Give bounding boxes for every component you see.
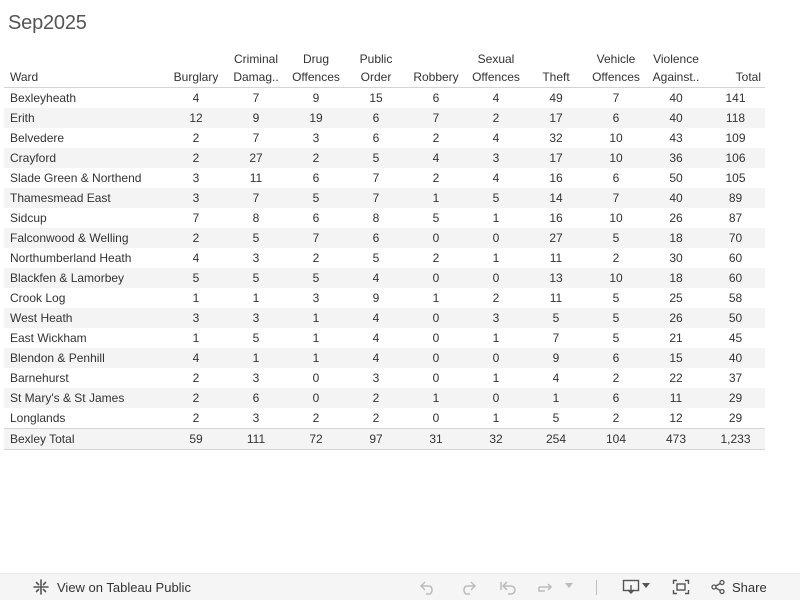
table-body bbox=[4, 88, 765, 450]
value-cell-burglary[interactable]: 1 bbox=[192, 331, 200, 345]
ward-cell[interactable]: East Wickham bbox=[10, 331, 87, 345]
table-row bbox=[4, 368, 765, 388]
value-cell-sexual-offences[interactable]: 4 bbox=[492, 171, 500, 185]
column-header-line: Offences bbox=[592, 70, 640, 84]
ward-cell[interactable]: Northumberland Heath bbox=[10, 251, 132, 265]
column-header-vehicle-offences[interactable] bbox=[586, 50, 646, 88]
toolbar-divider bbox=[596, 580, 597, 595]
value-cell-total[interactable]: 109 bbox=[725, 131, 746, 145]
share-button[interactable] bbox=[710, 579, 767, 595]
view-on-tableau-label: View on Tableau Public bbox=[57, 579, 191, 595]
value-cell-public-order[interactable]: 6 bbox=[346, 108, 406, 128]
value-cell-criminal-damage[interactable]: 3 bbox=[226, 308, 286, 328]
value-cell-robbery[interactable]: 0 bbox=[432, 331, 440, 345]
value-cell-public-order[interactable]: 2 bbox=[372, 411, 380, 425]
column-header-line: Offences bbox=[292, 70, 340, 84]
value-cell-total[interactable]: 141 bbox=[725, 91, 746, 105]
table-row bbox=[4, 328, 765, 348]
value-cell-public-order[interactable]: 2 bbox=[346, 388, 406, 408]
value-cell-vehicle-offences[interactable]: 6 bbox=[612, 171, 620, 185]
value-cell-theft[interactable]: 17 bbox=[526, 108, 586, 128]
value-cell-vehicle-offences[interactable]: 2 bbox=[612, 371, 620, 385]
value-cell-burglary[interactable]: 2 bbox=[166, 388, 226, 408]
column-header-line bbox=[168, 50, 224, 68]
value-cell-total[interactable]: 70 bbox=[706, 228, 765, 248]
column-header-robbery[interactable] bbox=[406, 50, 466, 88]
value-cell-criminal-damage[interactable]: 1 bbox=[252, 291, 260, 305]
ward-cell[interactable]: St Mary's & St James bbox=[4, 388, 166, 408]
refresh-icon[interactable] bbox=[536, 579, 556, 595]
table-row bbox=[4, 188, 765, 208]
value-cell-criminal-damage[interactable]: 5 bbox=[252, 331, 260, 345]
value-cell-drug-offences[interactable]: 3 bbox=[312, 131, 320, 145]
value-cell-sexual-offences[interactable]: 32 bbox=[466, 429, 526, 450]
value-cell-public-order[interactable]: 5 bbox=[372, 251, 380, 265]
value-cell-total[interactable]: 87 bbox=[728, 211, 743, 225]
value-cell-sexual-offences[interactable]: 0 bbox=[466, 268, 526, 288]
value-cell-theft[interactable]: 7 bbox=[552, 331, 560, 345]
column-header-burglary[interactable] bbox=[166, 50, 226, 88]
column-header-ward[interactable] bbox=[4, 50, 166, 88]
table-row bbox=[4, 388, 765, 408]
value-cell-violence-against[interactable]: 11 bbox=[646, 388, 706, 408]
refresh-dropdown-icon[interactable] bbox=[565, 583, 573, 589]
value-cell-sexual-offences[interactable]: 5 bbox=[466, 188, 526, 208]
value-cell-public-order[interactable]: 6 bbox=[346, 228, 406, 248]
value-cell-violence-against[interactable]: 40 bbox=[669, 91, 683, 105]
ward-cell[interactable]: Barnehurst bbox=[10, 371, 69, 385]
value-cell-sexual-offences[interactable]: 0 bbox=[466, 228, 526, 248]
value-cell-theft[interactable]: 13 bbox=[526, 268, 586, 288]
column-header-line: Drug bbox=[302, 52, 329, 66]
value-cell-criminal-damage[interactable]: 111 bbox=[226, 429, 286, 450]
value-cell-theft[interactable]: 4 bbox=[552, 371, 560, 385]
value-cell-robbery[interactable]: 2 bbox=[432, 171, 440, 185]
value-cell-robbery[interactable]: 7 bbox=[406, 108, 466, 128]
column-header-line bbox=[528, 50, 584, 68]
value-cell-public-order[interactable]: 6 bbox=[372, 131, 380, 145]
table-row bbox=[4, 308, 765, 328]
value-cell-robbery[interactable]: 0 bbox=[406, 228, 466, 248]
table-row bbox=[4, 288, 765, 308]
column-header-line: Vehicle bbox=[596, 52, 636, 66]
ward-cell[interactable]: Longlands bbox=[10, 411, 66, 425]
value-cell-sexual-offences[interactable]: 3 bbox=[466, 308, 526, 328]
value-cell-violence-against[interactable]: 473 bbox=[646, 429, 706, 450]
ward-cell[interactable]: Erith bbox=[4, 108, 166, 128]
ward-cell[interactable]: Slade Green & Northend bbox=[10, 171, 142, 185]
value-cell-violence-against[interactable]: 18 bbox=[646, 228, 706, 248]
ward-cell[interactable]: Blendon & Penhill bbox=[4, 348, 166, 368]
value-cell-sexual-offences[interactable]: 1 bbox=[492, 371, 500, 385]
value-cell-total[interactable]: 106 bbox=[706, 148, 765, 168]
value-cell-criminal-damage[interactable]: 7 bbox=[252, 91, 260, 105]
value-cell-sexual-offences[interactable]: 1 bbox=[492, 211, 500, 225]
value-cell-criminal-damage[interactable]: 3 bbox=[252, 251, 260, 265]
value-cell-public-order[interactable]: 4 bbox=[346, 268, 406, 288]
value-cell-total[interactable]: 58 bbox=[728, 291, 743, 305]
value-cell-robbery[interactable]: 1 bbox=[432, 291, 440, 305]
value-cell-violence-against[interactable]: 22 bbox=[669, 371, 683, 385]
value-cell-burglary[interactable]: 4 bbox=[192, 91, 200, 105]
value-cell-robbery[interactable]: 6 bbox=[432, 91, 440, 105]
table-row bbox=[4, 268, 765, 288]
value-cell-criminal-damage[interactable]: 9 bbox=[226, 108, 286, 128]
column-header-theft[interactable] bbox=[526, 50, 586, 88]
value-cell-violence-against[interactable]: 21 bbox=[669, 331, 683, 345]
table-row bbox=[4, 208, 765, 228]
value-cell-public-order[interactable]: 97 bbox=[346, 429, 406, 450]
value-cell-theft[interactable]: 16 bbox=[549, 211, 563, 225]
value-cell-burglary[interactable]: 7 bbox=[192, 211, 200, 225]
value-cell-drug-offences[interactable]: 2 bbox=[286, 148, 346, 168]
value-cell-sexual-offences[interactable]: 4 bbox=[492, 131, 500, 145]
value-cell-criminal-damage[interactable]: 8 bbox=[252, 211, 260, 225]
value-cell-public-order[interactable]: 8 bbox=[372, 211, 380, 225]
column-header-line: Public bbox=[359, 52, 393, 66]
ward-cell[interactable]: Bexleyheath bbox=[10, 91, 77, 105]
value-cell-vehicle-offences[interactable]: 6 bbox=[586, 348, 646, 368]
page-title: Sep2025 bbox=[8, 12, 87, 34]
value-cell-drug-offences[interactable]: 9 bbox=[312, 91, 320, 105]
value-cell-total[interactable]: 118 bbox=[706, 108, 765, 128]
header-row bbox=[4, 50, 765, 88]
value-cell-theft[interactable]: 49 bbox=[549, 91, 563, 105]
ward-cell[interactable]: Belvedere bbox=[10, 131, 65, 145]
column-header-drug-offences[interactable] bbox=[286, 50, 346, 88]
value-cell-robbery[interactable]: 1 bbox=[406, 388, 466, 408]
value-cell-theft[interactable]: 17 bbox=[526, 148, 586, 168]
value-cell-sexual-offences[interactable]: 2 bbox=[466, 108, 526, 128]
total-row bbox=[4, 429, 765, 450]
value-cell-criminal-damage[interactable]: 5 bbox=[226, 268, 286, 288]
value-cell-total[interactable]: 89 bbox=[706, 188, 765, 208]
column-header-line: Ward bbox=[10, 70, 39, 84]
value-cell-public-order[interactable]: 5 bbox=[346, 148, 406, 168]
ward-cell[interactable]: West Heath bbox=[4, 308, 166, 328]
value-cell-total[interactable]: 29 bbox=[706, 388, 765, 408]
table-row bbox=[4, 108, 765, 128]
value-cell-sexual-offences[interactable]: 1 bbox=[492, 251, 500, 265]
value-cell-drug-offences[interactable]: 5 bbox=[286, 188, 346, 208]
value-cell-public-order[interactable]: 9 bbox=[372, 291, 380, 305]
value-cell-burglary[interactable]: 2 bbox=[166, 228, 226, 248]
column-header-public-order[interactable] bbox=[346, 50, 406, 88]
column-header-line: Theft bbox=[542, 70, 570, 84]
value-cell-robbery[interactable]: 1 bbox=[406, 188, 466, 208]
value-cell-criminal-damage[interactable]: 6 bbox=[226, 388, 286, 408]
column-header-line: Total bbox=[735, 70, 761, 84]
value-cell-violence-against[interactable]: 30 bbox=[669, 251, 683, 265]
value-cell-theft[interactable]: 9 bbox=[526, 348, 586, 368]
value-cell-criminal-damage[interactable]: 7 bbox=[226, 188, 286, 208]
column-header-line bbox=[408, 50, 464, 68]
table-row bbox=[4, 228, 765, 248]
value-cell-vehicle-offences[interactable]: 2 bbox=[612, 411, 620, 425]
value-cell-violence-against[interactable]: 43 bbox=[669, 131, 683, 145]
column-header-line: Criminal bbox=[233, 52, 278, 66]
value-cell-drug-offences[interactable]: 6 bbox=[312, 171, 320, 185]
value-cell-vehicle-offences[interactable]: 2 bbox=[612, 251, 620, 265]
value-cell-robbery[interactable]: 2 bbox=[432, 251, 440, 265]
value-cell-burglary[interactable]: 59 bbox=[166, 429, 226, 450]
value-cell-theft[interactable]: 254 bbox=[526, 429, 586, 450]
value-cell-public-order[interactable]: 4 bbox=[372, 331, 380, 345]
value-cell-burglary[interactable]: 2 bbox=[192, 371, 200, 385]
ward-cell[interactable]: Crook Log bbox=[10, 291, 66, 305]
value-cell-violence-against[interactable]: 36 bbox=[646, 148, 706, 168]
value-cell-criminal-damage[interactable]: 5 bbox=[226, 228, 286, 248]
value-cell-violence-against[interactable]: 40 bbox=[646, 188, 706, 208]
value-cell-violence-against[interactable]: 50 bbox=[669, 171, 683, 185]
value-cell-vehicle-offences[interactable]: 5 bbox=[586, 308, 646, 328]
download-icon[interactable] bbox=[622, 579, 640, 595]
value-cell-vehicle-offences[interactable]: 6 bbox=[586, 108, 646, 128]
column-header-violence-against[interactable] bbox=[646, 50, 706, 88]
fullscreen-icon[interactable] bbox=[672, 579, 690, 595]
column-header-line: Offences bbox=[472, 70, 520, 84]
table-row bbox=[4, 408, 765, 429]
value-cell-burglary[interactable]: 2 bbox=[192, 411, 200, 425]
value-cell-theft[interactable]: 5 bbox=[552, 411, 560, 425]
value-cell-criminal-damage[interactable]: 3 bbox=[252, 371, 260, 385]
value-cell-sexual-offences[interactable]: 2 bbox=[492, 291, 500, 305]
value-cell-sexual-offences[interactable]: 3 bbox=[466, 148, 526, 168]
value-cell-vehicle-offences[interactable]: 10 bbox=[586, 268, 646, 288]
value-cell-public-order[interactable]: 3 bbox=[372, 371, 380, 385]
value-cell-robbery[interactable]: 2 bbox=[432, 131, 440, 145]
tableau-toolbar bbox=[0, 573, 800, 600]
value-cell-total[interactable]: 105 bbox=[725, 171, 746, 185]
value-cell-total[interactable]: 50 bbox=[706, 308, 765, 328]
value-cell-theft[interactable]: 14 bbox=[526, 188, 586, 208]
value-cell-total[interactable]: 1,233 bbox=[706, 429, 765, 450]
table-row bbox=[4, 348, 765, 368]
crime-table bbox=[4, 50, 765, 450]
value-cell-criminal-damage[interactable]: 27 bbox=[226, 148, 286, 168]
value-cell-drug-offences[interactable]: 5 bbox=[286, 268, 346, 288]
value-cell-drug-offences[interactable]: 1 bbox=[286, 308, 346, 328]
value-cell-burglary[interactable]: 3 bbox=[192, 171, 200, 185]
value-cell-public-order[interactable]: 7 bbox=[346, 188, 406, 208]
value-cell-drug-offences[interactable]: 19 bbox=[286, 108, 346, 128]
column-header-line: Violence bbox=[653, 52, 699, 66]
crosstab bbox=[4, 50, 765, 450]
column-header-criminal-damage[interactable] bbox=[226, 50, 286, 88]
value-cell-total[interactable]: 29 bbox=[728, 411, 743, 425]
column-header-line: Robbery bbox=[413, 70, 459, 84]
value-cell-robbery[interactable]: 0 bbox=[432, 411, 440, 425]
value-cell-vehicle-offences[interactable]: 10 bbox=[609, 131, 623, 145]
value-cell-violence-against[interactable]: 12 bbox=[669, 411, 683, 425]
value-cell-vehicle-offences[interactable]: 7 bbox=[612, 91, 620, 105]
column-header-line: Sexual bbox=[477, 52, 515, 66]
value-cell-public-order[interactable]: 4 bbox=[346, 308, 406, 328]
value-cell-robbery[interactable]: 0 bbox=[406, 348, 466, 368]
value-cell-robbery[interactable]: 0 bbox=[406, 268, 466, 288]
share-icon bbox=[710, 579, 726, 595]
ward-cell[interactable]: Crayford bbox=[4, 148, 166, 168]
table-row bbox=[4, 248, 765, 268]
value-cell-criminal-damage[interactable]: 11 bbox=[249, 171, 263, 185]
tableau-icon bbox=[33, 579, 49, 595]
value-cell-theft[interactable]: 16 bbox=[549, 171, 563, 185]
value-cell-drug-offences[interactable]: 7 bbox=[286, 228, 346, 248]
table-row bbox=[4, 168, 765, 188]
redo-icon[interactable] bbox=[458, 579, 478, 595]
value-cell-drug-offences[interactable]: 2 bbox=[312, 251, 320, 265]
value-cell-robbery[interactable]: 4 bbox=[406, 148, 466, 168]
value-cell-criminal-damage[interactable]: 3 bbox=[252, 411, 260, 425]
value-cell-theft[interactable]: 32 bbox=[549, 131, 563, 145]
revert-icon[interactable] bbox=[498, 579, 518, 595]
value-cell-vehicle-offences[interactable]: 10 bbox=[609, 211, 623, 225]
value-cell-burglary[interactable]: 4 bbox=[166, 348, 226, 368]
value-cell-robbery[interactable]: 0 bbox=[406, 308, 466, 328]
value-cell-vehicle-offences[interactable]: 5 bbox=[612, 291, 620, 305]
table-row bbox=[4, 128, 765, 148]
value-cell-violence-against[interactable]: 26 bbox=[646, 308, 706, 328]
value-cell-vehicle-offences[interactable]: 6 bbox=[586, 388, 646, 408]
value-cell-sexual-offences[interactable]: 0 bbox=[466, 388, 526, 408]
value-cell-vehicle-offences[interactable]: 104 bbox=[586, 429, 646, 450]
ward-cell[interactable]: Falconwood & Welling bbox=[4, 228, 166, 248]
value-cell-public-order[interactable]: 4 bbox=[346, 348, 406, 368]
value-cell-drug-offences[interactable]: 2 bbox=[312, 411, 320, 425]
column-header-total[interactable] bbox=[706, 50, 765, 88]
value-cell-burglary[interactable]: 4 bbox=[192, 251, 200, 265]
share-label: Share bbox=[732, 579, 767, 595]
value-cell-robbery[interactable]: 31 bbox=[406, 429, 466, 450]
value-cell-drug-offences[interactable]: 6 bbox=[312, 211, 320, 225]
value-cell-total[interactable]: 45 bbox=[728, 331, 743, 345]
value-cell-theft[interactable]: 11 bbox=[549, 251, 563, 265]
view-on-tableau-link[interactable] bbox=[33, 579, 191, 595]
table-row bbox=[4, 148, 765, 168]
ward-cell[interactable]: Thamesmead East bbox=[4, 188, 166, 208]
value-cell-burglary[interactable]: 3 bbox=[166, 308, 226, 328]
value-cell-vehicle-offences[interactable]: 5 bbox=[612, 331, 620, 345]
value-cell-drug-offences[interactable]: 0 bbox=[312, 371, 320, 385]
value-cell-drug-offences[interactable]: 3 bbox=[312, 291, 320, 305]
value-cell-burglary[interactable]: 2 bbox=[192, 131, 200, 145]
value-cell-drug-offences[interactable]: 1 bbox=[286, 348, 346, 368]
value-cell-vehicle-offences[interactable]: 10 bbox=[586, 148, 646, 168]
value-cell-burglary[interactable]: 1 bbox=[192, 291, 200, 305]
value-cell-theft[interactable]: 11 bbox=[549, 291, 563, 305]
value-cell-violence-against[interactable]: 15 bbox=[646, 348, 706, 368]
value-cell-theft[interactable]: 1 bbox=[526, 388, 586, 408]
value-cell-burglary[interactable]: 5 bbox=[166, 268, 226, 288]
value-cell-vehicle-offences[interactable]: 5 bbox=[586, 228, 646, 248]
value-cell-public-order[interactable]: 15 bbox=[369, 91, 383, 105]
value-cell-total[interactable]: 60 bbox=[706, 268, 765, 288]
value-cell-sexual-offences[interactable]: 1 bbox=[492, 411, 500, 425]
column-header-line bbox=[10, 50, 164, 68]
value-cell-violence-against[interactable]: 25 bbox=[669, 291, 683, 305]
value-cell-drug-offences[interactable]: 1 bbox=[312, 331, 320, 345]
column-header-line bbox=[708, 50, 761, 68]
value-cell-violence-against[interactable]: 26 bbox=[669, 211, 683, 225]
value-cell-theft[interactable]: 5 bbox=[526, 308, 586, 328]
value-cell-sexual-offences[interactable]: 0 bbox=[466, 348, 526, 368]
value-cell-total[interactable]: 60 bbox=[728, 251, 743, 265]
column-header-sexual-offences[interactable] bbox=[466, 50, 526, 88]
ward-cell[interactable]: Blackfen & Lamorbey bbox=[4, 268, 166, 288]
value-cell-violence-against[interactable]: 40 bbox=[646, 108, 706, 128]
undo-icon[interactable] bbox=[418, 579, 438, 595]
column-header-line: Damag.. bbox=[233, 70, 279, 84]
value-cell-total[interactable]: 40 bbox=[706, 348, 765, 368]
value-cell-violence-against[interactable]: 18 bbox=[646, 268, 706, 288]
value-cell-drug-offences[interactable]: 0 bbox=[286, 388, 346, 408]
value-cell-burglary[interactable]: 12 bbox=[166, 108, 226, 128]
value-cell-criminal-damage[interactable]: 1 bbox=[226, 348, 286, 368]
value-cell-burglary[interactable]: 2 bbox=[166, 148, 226, 168]
value-cell-drug-offences[interactable]: 72 bbox=[286, 429, 346, 450]
column-header-line: Burglary bbox=[173, 70, 219, 84]
value-cell-public-order[interactable]: 7 bbox=[372, 171, 380, 185]
table-row bbox=[4, 88, 765, 109]
value-cell-theft[interactable]: 27 bbox=[526, 228, 586, 248]
column-header-line: Against.. bbox=[652, 70, 700, 84]
column-header-line: Order bbox=[360, 70, 392, 84]
value-cell-robbery[interactable]: 0 bbox=[432, 371, 440, 385]
value-cell-criminal-damage[interactable]: 7 bbox=[252, 131, 260, 145]
value-cell-sexual-offences[interactable]: 4 bbox=[492, 91, 500, 105]
value-cell-sexual-offences[interactable]: 1 bbox=[492, 331, 500, 345]
ward-cell[interactable]: Bexley Total bbox=[4, 429, 166, 450]
download-dropdown-icon[interactable] bbox=[642, 583, 650, 589]
value-cell-vehicle-offences[interactable]: 7 bbox=[586, 188, 646, 208]
value-cell-robbery[interactable]: 5 bbox=[432, 211, 440, 225]
ward-cell[interactable]: Sidcup bbox=[10, 211, 47, 225]
value-cell-total[interactable]: 37 bbox=[728, 371, 743, 385]
value-cell-burglary[interactable]: 3 bbox=[166, 188, 226, 208]
